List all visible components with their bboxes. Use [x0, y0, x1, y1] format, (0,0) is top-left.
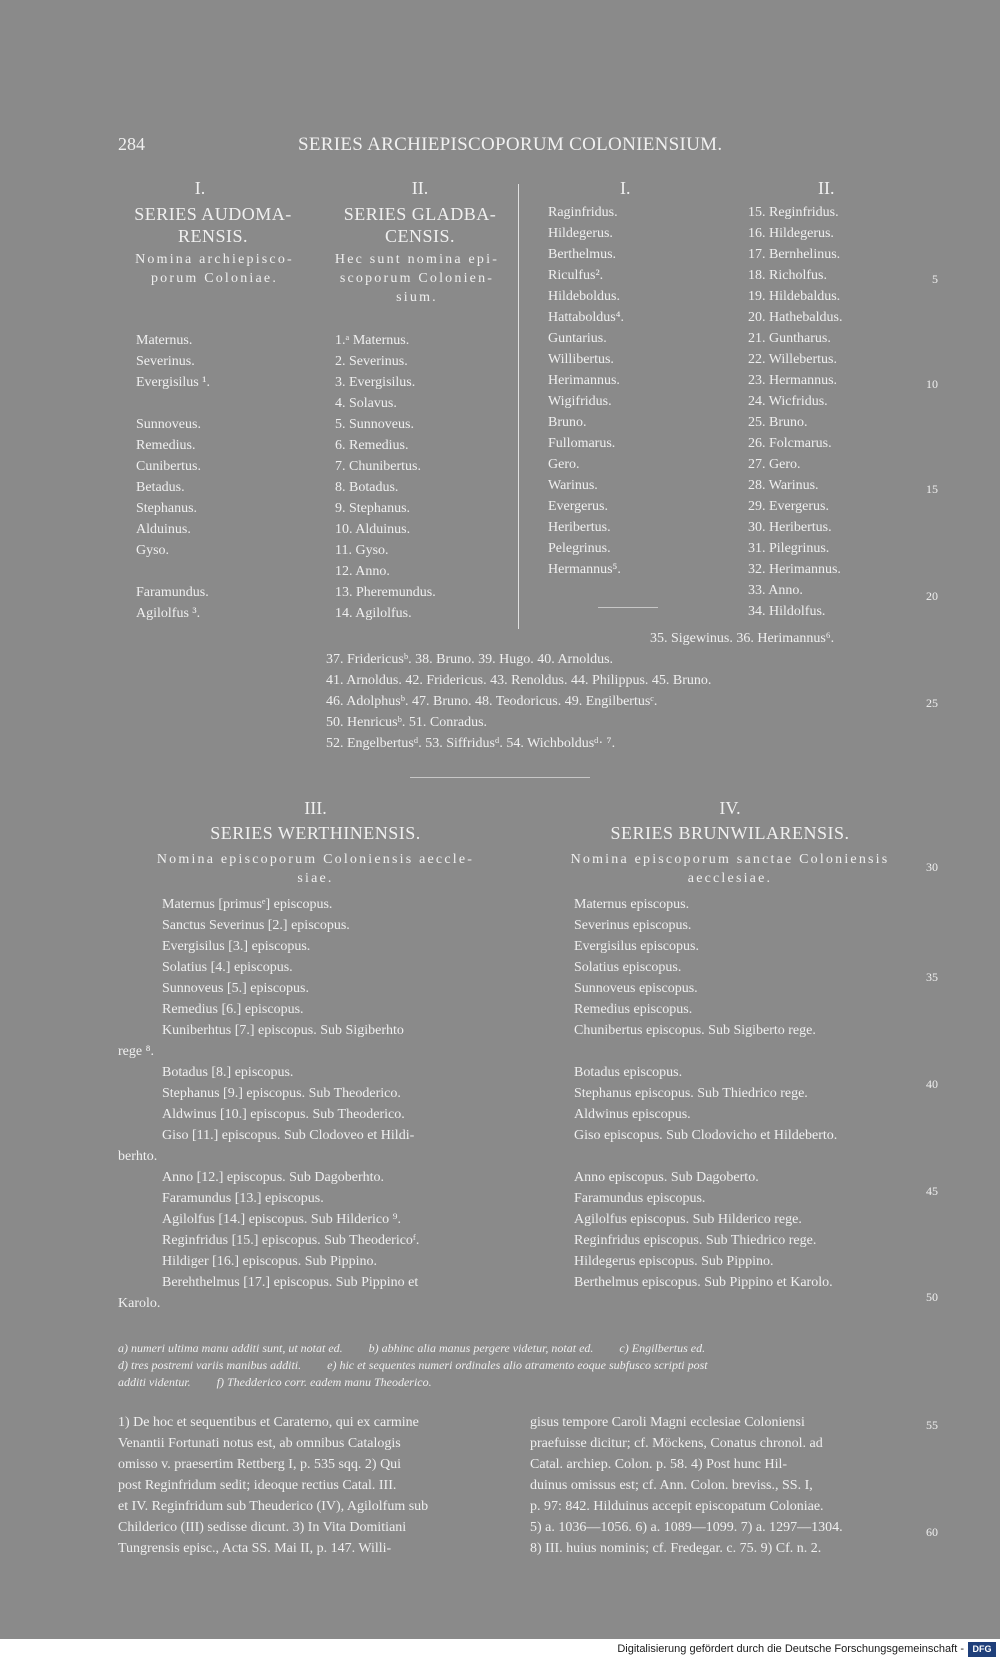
list-item: 21. Guntharus.: [748, 331, 831, 346]
list-item: Hildeboldus.: [548, 289, 620, 304]
list-item: Botadus [8.] episcopus.: [162, 1065, 294, 1080]
note: c) Engilbertus ed.: [619, 1341, 706, 1355]
list-item: 29. Evergerus.: [748, 499, 829, 514]
line-number: 15: [926, 482, 938, 496]
series-2-roman: II.: [411, 178, 429, 198]
line-number: 5: [932, 272, 938, 286]
list-item: Faramundus episcopus.: [574, 1191, 706, 1206]
list-item: Karolo.: [118, 1296, 161, 1311]
list-item: [574, 1146, 930, 1167]
list-item: Fullomarus.: [548, 436, 616, 451]
list-item: 4. Solavus.: [335, 396, 397, 411]
list-item: Sunnoveus [5.] episcopus.: [162, 981, 309, 996]
continuation-line: 41. Arnoldus. 42. Fridericus. 43. Renoldus. 44. Philippus. 45. Bruno.: [326, 673, 712, 688]
list-item: Bruno.: [548, 415, 587, 430]
list-item: Maternus.: [136, 333, 193, 348]
list-item: Reginfridus episcopus. Sub Thiedrico rege.: [574, 1233, 817, 1248]
list-item: Kuniberhtus [7.] episcopus. Sub Sigiberhto: [162, 1023, 404, 1038]
list-item: Agilolfus [14.] episcopus. Sub Hilderico ⁹.: [162, 1212, 401, 1227]
list-item: Cunibertus.: [136, 459, 201, 474]
list-item: 27. Gero.: [748, 457, 801, 472]
running-title: SERIES ARCHIEPISCOPORUM COLONIENSIUM.: [298, 134, 723, 155]
list-item: 2. Severinus.: [335, 354, 408, 369]
continuation-line: 46. Adolphusᵇ. 47. Bruno. 48. Teodoricus. 49. Engilbertusᶜ.: [326, 694, 658, 709]
list-item: Aldwinus episcopus.: [574, 1107, 691, 1122]
list-item: Evergisilus ¹.: [136, 375, 210, 390]
list-item: Wigifridus.: [548, 394, 612, 409]
line-number: 60: [926, 1525, 938, 1539]
list-item: Evergisilus episcopus.: [574, 939, 699, 954]
line-number: 25: [926, 696, 938, 710]
section-divider: [410, 777, 590, 778]
page-number: 284: [118, 134, 145, 154]
list-item: Giso [11.] episcopus. Sub Clodoveo et Hildi-: [162, 1128, 415, 1143]
list-item: Sunnoveus episcopus.: [574, 981, 698, 996]
list-item: Berthelmus.: [548, 247, 617, 262]
list-item: Maternus episcopus.: [574, 897, 690, 912]
list-item: 15. Reginfridus.: [748, 205, 839, 220]
continuation-line: 37. Fridericusᵇ. 38. Bruno. 39. Hugo. 40. Arnoldus.: [326, 652, 614, 667]
series-1: [120, 178, 310, 621]
digitization-footer: [0, 1639, 1000, 1661]
series-1-list: [136, 330, 210, 624]
list-item: 33. Anno.: [748, 583, 803, 598]
series-1-roman: I.: [194, 178, 206, 198]
series-3-title: SERIES WERTHINENSIS.: [210, 823, 421, 843]
list-item: berhto.: [118, 1149, 158, 1164]
list-item: 5. Sunnoveus.: [335, 417, 414, 432]
series-2: [315, 178, 515, 621]
list-item: 34. Hildolfus.: [748, 604, 826, 619]
critical-notes: [118, 1340, 928, 1391]
list-item: 13. Pheremundus.: [335, 585, 436, 600]
column-divider: [518, 184, 519, 629]
list-item: Faramundus [13.] episcopus.: [162, 1191, 324, 1206]
continuation-line: 50. Henricusᵇ. 51. Conradus.: [326, 715, 488, 730]
list-item: 18. Richolfus.: [748, 268, 827, 283]
series-3-subtitle: Nomina episcoporum Coloniensis aeccle- siae.: [156, 852, 475, 886]
list-item: Raginfridus.: [548, 205, 618, 220]
list-item: Sunnoveus.: [136, 417, 201, 432]
list-item: Faramundus.: [136, 585, 209, 600]
list-item: 12. Anno.: [335, 564, 390, 579]
continuation-roman-right: II.: [818, 178, 835, 198]
list-item: 7. Chunibertus.: [335, 459, 421, 474]
list-item: 17. Bernhelinus.: [748, 247, 841, 262]
list-item: 30. Heribertus.: [748, 520, 832, 535]
list-item: 23. Hermannus.: [748, 373, 838, 388]
list-item: Maternus [primusᵉ] episcopus.: [162, 897, 333, 912]
line-number: 35: [926, 970, 938, 984]
note: additi videntur.: [118, 1375, 191, 1389]
list-item: Berehthelmus [17.] episcopus. Sub Pippino et: [162, 1275, 419, 1290]
list-item: Remedius [6.] episcopus.: [162, 1002, 304, 1017]
list-item: rege ⁸.: [118, 1044, 154, 1059]
list-item: Stephanus [9.] episcopus. Sub Theoderico.: [162, 1086, 401, 1101]
list-item: Stephanus.: [136, 501, 198, 516]
series-3: [118, 798, 513, 1314]
list-item: 19. Hildebaldus.: [748, 289, 841, 304]
footnotes-right: gisus tempore Caroli Magni ecclesiae Coloniensi praefuisse dicitur; cf. Möckens, Conatus chronol. ad Catal. archiep. Colon. p. 58. 4) Post hunc Hil- duinus omissus est; cf. Ann. Colon. breviss., SS. I, p. 97: 842. Hilduinus accepit episcopatum Coloniae. 5) a. 1036—1056. 6) a. 1089—1099. 7) a. 1297—1304. 8) III. huius nominis; cf. Fredegar. c. 75. 9) Cf. n. 2.: [530, 1415, 843, 1556]
list-item: 3. Evergisilus.: [335, 375, 416, 390]
list-item: 32. Herimannus.: [748, 562, 841, 577]
list-item: 20. Hathebaldus.: [748, 310, 843, 325]
series-3-list: [118, 894, 513, 1314]
list-item: 10. Alduinus.: [335, 522, 411, 537]
continuation-line: 35. Sigewinus. 36. Herimannus⁶.: [650, 631, 835, 646]
list-item: 26. Folcmarus.: [748, 436, 832, 451]
note: f) Theddericо corr. eadem manu Theoderico.: [216, 1375, 432, 1389]
list-item: Solatius episcopus.: [574, 960, 682, 975]
list-item: Agilolfus episcopus. Sub Hilderico rege.: [574, 1212, 802, 1227]
list-item: Hildegerus episcopus. Sub Pippino.: [574, 1254, 774, 1269]
list-item: Hattaboldus⁴.: [548, 310, 625, 325]
list-item: 24. Wicfridus.: [748, 394, 828, 409]
line-number: 55: [926, 1418, 938, 1432]
footnotes-left: 1) De hoc et sequentibus et Caraterno, qui ex carmine Venantii Fortunati notus est, ab omnibus Catalogis omisso v. praesertim Rettberg I, p. 535 sqq. 2) Qui post Reginfridum sedit; ideoque rectius Catal. III. et IV. Reginfridum sub Theuderico (IV), Agilolfum sub Childerico (III) sedisse dicunt. 3) In Vita Domitiani Tungrensis episc., Acta SS. Mai II, p. 147. Willi-: [118, 1415, 429, 1556]
list-item: Hermannus⁵.: [548, 562, 621, 577]
list-item: Herimannus.: [548, 373, 620, 388]
continuation-dash: [598, 607, 658, 608]
list-item: 25. Bruno.: [748, 415, 808, 430]
list-item: 6. Remedius.: [335, 438, 409, 453]
list-item: Evergerus.: [548, 499, 608, 514]
list-item: Giso episcopus. Sub Clodovicho et Hildeberto.: [574, 1128, 838, 1143]
list-item: Solatius [4.] episcopus.: [162, 960, 293, 975]
line-number: 20: [926, 589, 938, 603]
list-item: Hildiger [16.] episcopus. Sub Pippino.: [162, 1254, 378, 1269]
list-item: Evergisilus [3.] episcopus.: [162, 939, 311, 954]
list-item: Gyso.: [136, 543, 170, 558]
series-4-subtitle: Nomina episcoporum sanctae Coloniensis aecclesiae.: [570, 852, 890, 886]
list-item: 16. Hildegerus.: [748, 226, 834, 241]
series-4-roman: IV.: [719, 798, 741, 818]
list-item: Pelegrinus.: [548, 541, 611, 556]
continuation-line: 52. Engelbertusᵈ. 53. Siffridusᵈ. 54. Wichboldusᵈ· ⁷.: [326, 736, 616, 751]
list-item: Gero.: [548, 457, 580, 472]
list-item: 9. Stephanus.: [335, 501, 411, 516]
list-item: Berthelmus episcopus. Sub Pippino et Karolo.: [574, 1275, 833, 1290]
list-item: 31. Pilegrinus.: [748, 541, 830, 556]
list-item: 14. Agilolfus.: [335, 606, 412, 621]
series-4: [530, 798, 930, 1293]
line-number: 10: [926, 377, 938, 391]
list-item: Heribertus.: [548, 520, 611, 535]
list-item: 1.ᵃ Maternus.: [335, 333, 410, 348]
list-item: 28. Warinus.: [748, 478, 819, 493]
continuation-right-list: [748, 202, 842, 622]
list-item: Agilolfus ³.: [136, 606, 201, 621]
list-item: Sanctus Severinus [2.] episcopus.: [162, 918, 350, 933]
series-3-roman: III.: [304, 798, 327, 818]
list-item: [136, 393, 210, 414]
list-item: Severinus episcopus.: [574, 918, 692, 933]
list-item: Chunibertus episcopus. Sub Sigiberto rege.: [574, 1023, 816, 1038]
list-item: Guntarius.: [548, 331, 607, 346]
line-number: 45: [926, 1184, 938, 1198]
series-4-list: [530, 894, 930, 1293]
list-item: 11. Gyso.: [335, 543, 389, 558]
list-item: Willibertus.: [548, 352, 614, 367]
line-number: 40: [926, 1077, 938, 1091]
series-2-subtitle: Hec sunt nomina epi- scoporum Colonien- sium.: [334, 252, 500, 305]
list-item: Betadus.: [136, 480, 185, 495]
list-item: 22. Willebertus.: [748, 352, 837, 367]
list-item: [136, 561, 210, 582]
list-item: Remedius.: [136, 438, 196, 453]
list-item: Stephanus episcopus. Sub Thiedrico rege.: [574, 1086, 808, 1101]
list-item: Warinus.: [548, 478, 598, 493]
list-item: Anno [12.] episcopus. Sub Dagoberhto.: [162, 1170, 385, 1185]
list-item: Alduinus.: [136, 522, 191, 537]
list-item: Aldwinus [10.] episcopus. Sub Theoderico.: [162, 1107, 405, 1122]
list-item: 8. Botadus.: [335, 480, 399, 495]
list-item: [574, 1041, 930, 1062]
dfg-logo: DFG: [968, 1642, 996, 1657]
list-item: Botadus episcopus.: [574, 1065, 683, 1080]
series-2-list: [335, 330, 436, 624]
list-item: Riculfus².: [548, 268, 604, 283]
series-1-subtitle: Nomina archiepisco- porum Coloniae.: [135, 252, 294, 286]
series-1-title: SERIES AUDOMA- RENSIS.: [134, 204, 292, 246]
series-4-title: SERIES BRUNWILARENSIS.: [610, 823, 850, 843]
list-item: Hildegerus.: [548, 226, 613, 241]
line-number: 50: [926, 1290, 938, 1304]
line-number: 30: [926, 860, 938, 874]
list-item: Remedius episcopus.: [574, 1002, 693, 1017]
list-item: Anno episcopus. Sub Dagoberto.: [574, 1170, 759, 1185]
note: a) numeri ultima manu additi sunt, ut notat ed.: [118, 1341, 343, 1355]
continuation-left-list: [548, 202, 624, 580]
series-2-title: SERIES GLADBA- CENSIS.: [343, 204, 497, 246]
footer-credit: Digitalisierung gefördert durch die Deutsche Forschungsgemeinschaft -: [617, 1643, 964, 1655]
list-item: Reginfridus [15.] episcopus. Sub Theodericoᶠ.: [162, 1233, 420, 1248]
note: d) tres postremi variis manibus additi.: [118, 1358, 302, 1372]
note: e) hic et sequentes numeri ordinales alio atramento eoque subfusco scripti post: [327, 1358, 708, 1372]
list-item: Severinus.: [136, 354, 195, 369]
continuation-roman-left: I.: [620, 178, 631, 198]
note: b) abhinc alia manus pergere videtur, notat ed.: [368, 1341, 594, 1355]
